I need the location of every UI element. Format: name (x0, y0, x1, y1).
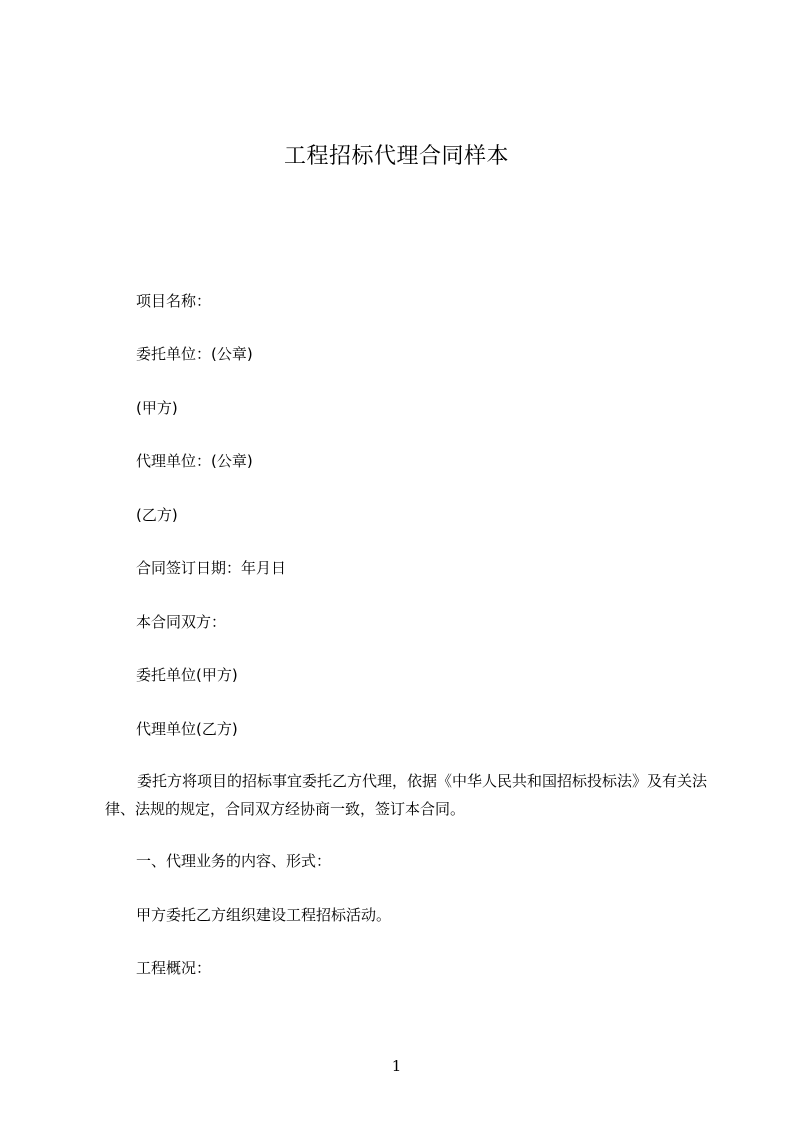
sign-date-line: 合同签订日期：年月日 (136, 559, 287, 577)
party-a-line: (甲方) (136, 399, 178, 417)
document-title: 工程招标代理合同样本 (283, 144, 509, 169)
page-number: 1 (391, 1057, 402, 1075)
parties-heading-line: 本合同双方： (136, 613, 227, 631)
section-1-body: 甲方委托乙方组织建设工程招标活动。 (136, 906, 392, 924)
intro-paragraph: 委托方将项目的招标事宜委托乙方代理，依据《中华人民共和国招标投标法》及有关法律、法规的规定，合同双方经协商一致，签订本合同。 (105, 772, 708, 818)
client-unit-line: 委托单位：(公章) (136, 345, 253, 363)
project-overview-line: 工程概况： (136, 959, 212, 977)
party-b-line: (乙方) (136, 506, 178, 524)
section-1-heading: 一、代理业务的内容、形式： (136, 852, 332, 870)
client-party-line: 委托单位(甲方) (136, 666, 238, 684)
agent-party-line: 代理单位(乙方) (136, 720, 238, 738)
agent-unit-line: 代理单位：(公章) (136, 452, 253, 470)
project-name-line: 项目名称： (136, 292, 212, 310)
